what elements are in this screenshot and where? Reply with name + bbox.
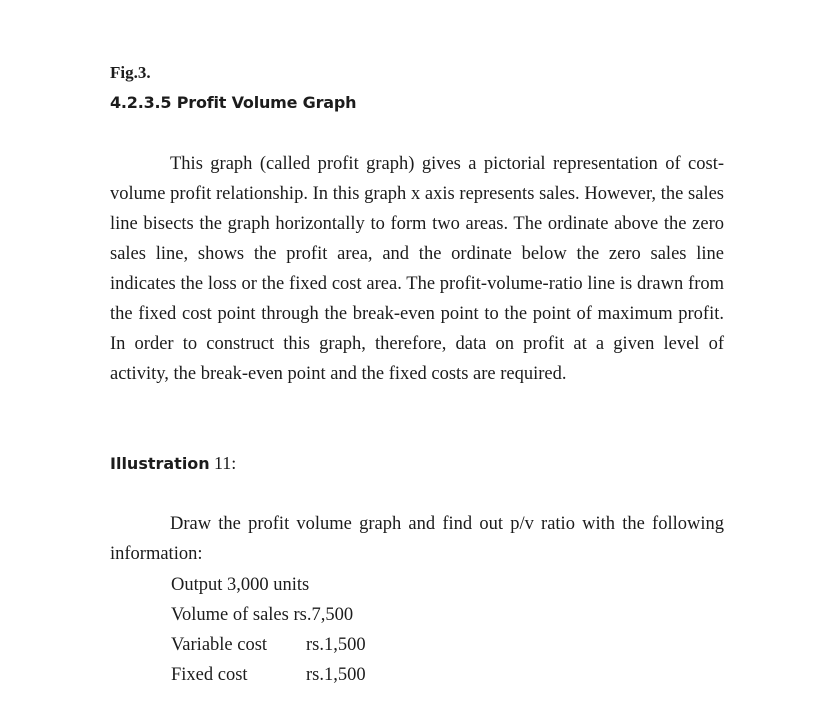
variable-cost-label: Variable cost (171, 635, 268, 655)
section-heading: 4.2.3.5 Profit Volume Graph (110, 93, 357, 112)
illustration-heading (110, 453, 236, 474)
variable-cost-value: rs.1,500 (306, 635, 366, 655)
list-item-fixed-cost (171, 660, 366, 690)
illustration-number: 11: (213, 453, 237, 473)
paragraph-instructions (110, 509, 724, 569)
paragraph-1-text: This graph (called profit graph) gives a pictorial representation of cost-volume profit relationship. In this graph x axis represents sales. However, the sales line bisects the graph horizontally to form two areas. The ordinate above the zero sales line, shows the profit area, and the ordinate below the zero sales line indicates the loss or the fixed cost area. The profit-volume-ratio line is drawn from the fixed cost point through the break-even point to the point of maximum profit. In order to construct this graph, therefore, data on profit at a given level of activity, the break-even point and the fixed costs are required. (110, 154, 724, 384)
list-item-output: Output 3,000 units (171, 575, 310, 595)
list-item-volume-of-sales: Volume of sales rs.7,500 (171, 605, 354, 625)
fixed-cost-value: rs.1,500 (306, 665, 366, 685)
fixed-cost-label: Fixed cost (171, 665, 248, 685)
list-item-variable-cost (171, 630, 366, 660)
given-information-list (171, 570, 366, 690)
paragraph-2-text: Draw the profit volume graph and find out p/v ratio with the following information: (110, 514, 724, 564)
figure-label: Fig.3. (110, 63, 151, 82)
illustration-label: Illustration (110, 454, 210, 473)
paragraph-profit-graph (110, 149, 724, 389)
